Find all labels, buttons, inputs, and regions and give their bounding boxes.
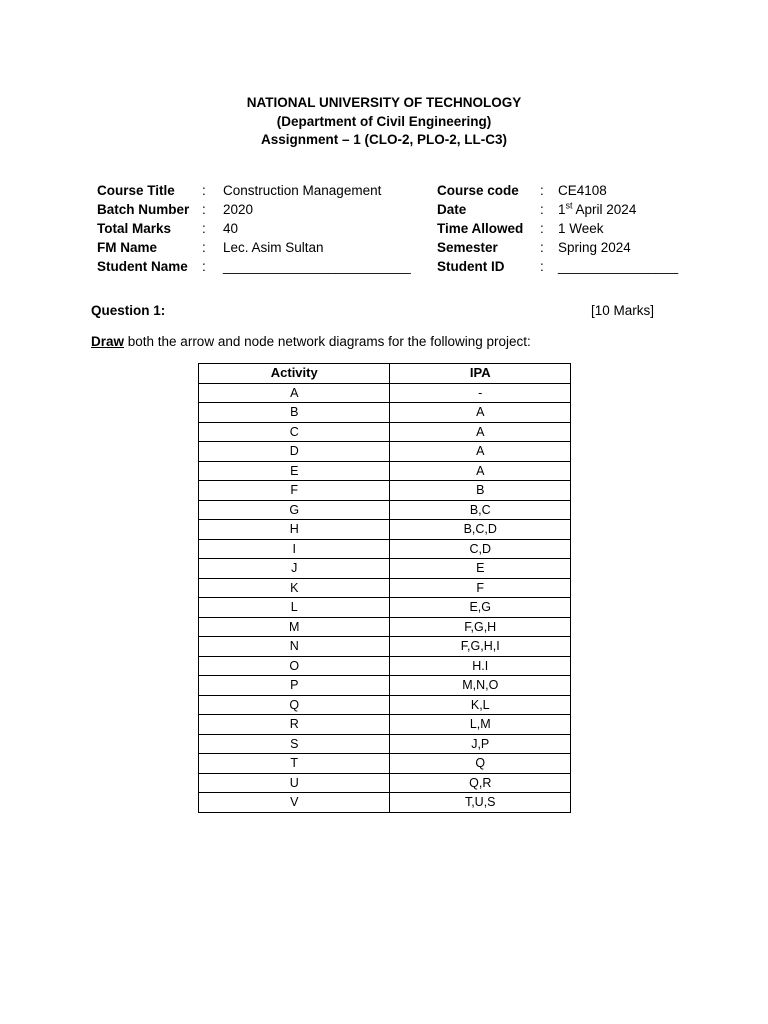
info-label: Course code [437,183,519,198]
info-colon: : [540,183,544,198]
table-row [199,422,571,442]
ipa-cell: A [390,442,571,462]
date-suffix: st [565,200,573,211]
ipa-cell: B [390,481,571,501]
info-right-column [437,181,708,276]
activity-cell: M [199,617,390,637]
table-row [199,500,571,520]
ipa-cell: M,N,O [390,676,571,696]
info-value: 2020 [223,202,254,217]
info-row-date [437,200,708,219]
table-row [199,676,571,696]
table-row [199,461,571,481]
activity-cell: A [199,383,390,403]
table-row [199,734,571,754]
table-row [199,559,571,579]
activity-cell: Q [199,695,390,715]
ipa-cell: Q,R [390,773,571,793]
ipa-cell: A [390,461,571,481]
info-label: Semester [437,240,498,255]
info-left-column [97,181,423,276]
ipa-cell: J,P [390,734,571,754]
column-header-activity: Activity [199,364,390,384]
activity-cell: K [199,578,390,598]
activity-cell: E [199,461,390,481]
info-value: 40 [223,221,239,236]
table-row [199,617,571,637]
activity-cell: V [199,793,390,813]
info-label: Course Title [97,183,175,198]
info-row-course-title [97,181,423,200]
table-row [199,695,571,715]
ipa-cell: - [390,383,571,403]
info-value: Construction Management [223,183,382,198]
info-row-batch-number [97,200,423,219]
info-label: Time Allowed [437,221,524,236]
activity-cell: B [199,403,390,423]
date-rest: April 2024 [572,202,637,217]
info-label: Batch Number [97,202,190,217]
activity-table [198,363,571,813]
date-value [558,200,708,219]
table-row [199,715,571,735]
ipa-cell: F,G,H [390,617,571,637]
student-id-blank[interactable]: ________________ [558,259,679,274]
info-colon: : [540,221,544,236]
info-value: 1 Week [558,221,604,236]
question-instruction [91,333,531,351]
info-row-course-code [437,181,708,200]
student-name-blank[interactable]: _________________________ [223,259,411,274]
activity-cell: F [199,481,390,501]
info-value: Spring 2024 [558,240,631,255]
info-row-student-name [97,257,423,276]
assignment-title: Assignment – 1 (CLO-2, PLO-2, LL-C3) [260,132,508,147]
question-title: Question 1: [91,303,166,318]
ipa-cell: E [390,559,571,579]
ipa-cell: Q [390,754,571,774]
question-heading [91,302,654,320]
activity-cell: N [199,637,390,657]
info-row-semester [437,238,708,257]
activity-cell: O [199,656,390,676]
info-label: Student Name [97,259,188,274]
table-row [199,520,571,540]
info-label: Student ID [437,259,505,274]
activity-cell: D [199,442,390,462]
activity-cell: U [199,773,390,793]
ipa-cell: F [390,578,571,598]
table-row [199,637,571,657]
instruction-text: both the arrow and node network diagrams for the following project: [124,334,531,349]
table-row [199,656,571,676]
info-label: FM Name [97,240,158,255]
ipa-cell: H.I [390,656,571,676]
info-value: CE4108 [558,183,607,198]
table-row [199,403,571,423]
info-colon: : [202,202,206,217]
ipa-cell: T,U,S [390,793,571,813]
info-colon: : [202,240,206,255]
table-row [199,793,571,813]
table-row [199,578,571,598]
table-row [199,442,571,462]
ipa-cell: C,D [390,539,571,559]
activity-cell: I [199,539,390,559]
activity-cell: G [199,500,390,520]
ipa-cell: K,L [390,695,571,715]
activity-cell: R [199,715,390,735]
info-colon: : [202,221,206,236]
info-value: Lec. Asim Sultan [223,240,324,255]
table-row [199,383,571,403]
info-colon: : [540,240,544,255]
ipa-cell: B,C,D [390,520,571,540]
activity-cell: L [199,598,390,618]
date-day: 1 [558,202,566,217]
activity-cell: J [199,559,390,579]
ipa-cell: F,G,H,I [390,637,571,657]
info-colon: : [202,259,206,274]
university-name: NATIONAL UNIVERSITY OF TECHNOLOGY [246,95,522,110]
ipa-cell: A [390,403,571,423]
activity-cell: S [199,734,390,754]
activity-cell: P [199,676,390,696]
info-colon: : [540,202,544,217]
info-row-fm-name [97,238,423,257]
instruction-verb: Draw [91,334,125,349]
table-header-row [199,364,571,384]
table-row [199,773,571,793]
ipa-cell: E,G [390,598,571,618]
info-colon: : [540,259,544,274]
column-header-ipa: IPA [390,364,571,384]
activity-cell: H [199,520,390,540]
table-row [199,598,571,618]
document-header [0,94,768,150]
ipa-cell: B,C [390,500,571,520]
ipa-cell: L,M [390,715,571,735]
info-row-time-allowed [437,219,708,238]
info-label: Date [437,202,467,217]
table-row [199,754,571,774]
info-colon: : [202,183,206,198]
activity-cell: T [199,754,390,774]
info-row-student-id [437,257,708,276]
info-label: Total Marks [97,221,172,236]
info-row-total-marks [97,219,423,238]
table-row [199,539,571,559]
question-marks: [10 Marks] [590,303,654,318]
table-body [199,383,571,812]
ipa-cell: A [390,422,571,442]
activity-cell: C [199,422,390,442]
table-row [199,481,571,501]
department-name: (Department of Civil Engineering) [276,113,492,129]
